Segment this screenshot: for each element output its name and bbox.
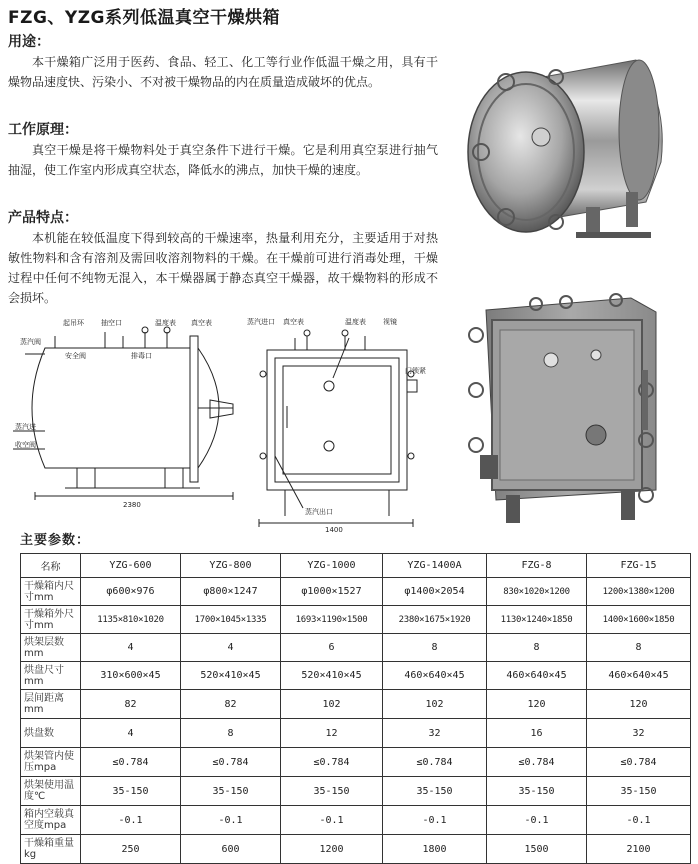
row-label: 层间距离mm [21, 690, 81, 719]
table-row [21, 835, 691, 864]
row-label: 箱内空载真空度mpa [21, 806, 81, 835]
section-heading-features: 产品特点： [8, 210, 78, 226]
table-cell: -0.1 [181, 806, 281, 835]
table-cell: ≤0.784 [487, 748, 587, 777]
table-cell: 16 [487, 719, 587, 748]
table-cell: 82 [81, 690, 181, 719]
table-cell: 4 [81, 634, 181, 662]
table-cell: 82 [181, 690, 281, 719]
table-cell: 1200×1380×1200 [587, 578, 691, 606]
section-heading-usage: 用途： [8, 34, 50, 50]
table-cell: 1200 [281, 835, 383, 864]
table-cell: -0.1 [81, 806, 181, 835]
table-cell: 1700×1045×1335 [181, 606, 281, 634]
front-diagram-dimension: 1400 [325, 526, 343, 532]
front-diagram-label: 温度表 [345, 318, 366, 326]
page-title: FZG、YZG系列低温真空干燥烘箱 [8, 8, 280, 28]
row-label: 干燥箱外尺寸mm [21, 606, 81, 634]
table-cell: 120 [487, 690, 587, 719]
table-cell: 310×600×45 [81, 662, 181, 690]
cylindrical-dryer-photo [446, 42, 670, 252]
table-cell: 2100 [587, 835, 691, 864]
table-cell: 1135×810×1020 [81, 606, 181, 634]
table-cell: 1800 [383, 835, 487, 864]
table-cell: 35-150 [383, 777, 487, 806]
section-text-usage: 本干燥箱广泛用于医药、食品、轻工、化工等行业作低温干燥之用，具有干燥物品速度快、污染小、不对被干燥物品的内在质量造成破坏的优点。 [8, 55, 438, 89]
table-cell: 1500 [487, 835, 587, 864]
side-diagram-label: 收空阀 [15, 441, 36, 449]
table-cell: -0.1 [281, 806, 383, 835]
table-row [21, 606, 691, 634]
table-cell: 8 [383, 634, 487, 662]
table-cell: 102 [281, 690, 383, 719]
table-cell: 35-150 [587, 777, 691, 806]
header-cell: 名称 [21, 554, 81, 578]
table-cell: 8 [487, 634, 587, 662]
front-diagram-label: 门锁紧 [405, 367, 426, 375]
row-label: 烘架层数mm [21, 634, 81, 662]
section-text-features: 本机能在较低温度下得到较高的干燥速率，热量利用充分，主要适用于对热敏性物料和含有溶剂及需回收溶剂物料的干燥。在干燥前可进行消毒处理，干燥过程中任何不纯物无混入，本干燥器属于静态真空干燥器，故干燥物料的形成不会损坏。 [8, 231, 438, 305]
side-diagram-label: 真空表 [191, 319, 212, 327]
table-cell: 2380×1675×1920 [383, 606, 487, 634]
table-cell: ≤0.784 [181, 748, 281, 777]
table-cell: 830×1020×1200 [487, 578, 587, 606]
side-diagram-label: 安全阀 [65, 352, 86, 360]
front-diagram-label: 蒸汽出口 [305, 508, 333, 516]
table-cell: 520×410×45 [181, 662, 281, 690]
side-diagram-label: 温度表 [155, 319, 176, 327]
row-label: 烘架使用温度℃ [21, 777, 81, 806]
section-text-principle: 真空干燥是将干燥物料处于真空条件下进行干燥。它是利用真空泵进行抽气抽湿，使工作室内形成真空状态，降低水的沸点，加快干燥的速度。 [8, 143, 438, 177]
side-diagram-label: 蒸汽进 [15, 423, 36, 431]
table-cell: 12 [281, 719, 383, 748]
table-cell: 35-150 [281, 777, 383, 806]
table-cell: 600 [181, 835, 281, 864]
table-cell: 1400×1600×1850 [587, 606, 691, 634]
front-diagram-label: 蒸汽进口 [247, 318, 275, 326]
front-diagram-label: 视镜 [383, 318, 397, 326]
table-cell: 8 [181, 719, 281, 748]
params-heading: 主要参数： [20, 533, 91, 548]
table-cell: φ1000×1527 [281, 578, 383, 606]
table-cell: ≤0.784 [587, 748, 691, 777]
table-cell: ≤0.784 [81, 748, 181, 777]
table-cell: 35-150 [181, 777, 281, 806]
table-row [21, 690, 691, 719]
table-cell: -0.1 [587, 806, 691, 835]
table-cell: 120 [587, 690, 691, 719]
header-cell: YZG-600 [81, 554, 181, 578]
row-label: 烘盘尺寸mm [21, 662, 81, 690]
table-cell: -0.1 [487, 806, 587, 835]
table-cell: 32 [587, 719, 691, 748]
table-cell: 4 [181, 634, 281, 662]
table-cell: 520×410×45 [281, 662, 383, 690]
section-heading-principle: 工作原理： [8, 122, 78, 138]
side-diagram-label: 蒸汽阀 [20, 338, 41, 346]
table-cell: φ1400×2054 [383, 578, 487, 606]
table-cell: 1130×1240×1850 [487, 606, 587, 634]
table-cell: 35-150 [487, 777, 587, 806]
table-cell: -0.1 [383, 806, 487, 835]
table-cell: φ800×1247 [181, 578, 281, 606]
table-row [21, 806, 691, 835]
row-label: 干燥箱重量kg [21, 835, 81, 864]
table-cell: 102 [383, 690, 487, 719]
table-cell: 6 [281, 634, 383, 662]
params-table [20, 553, 691, 864]
table-cell: 460×640×45 [587, 662, 691, 690]
square-dryer-photo [456, 290, 671, 528]
table-cell: ≤0.784 [281, 748, 383, 777]
table-row [21, 748, 691, 777]
header-cell: YZG-1000 [281, 554, 383, 578]
front-diagram-label: 真空表 [283, 318, 304, 326]
table-cell: φ600×976 [81, 578, 181, 606]
table-cell: 460×640×45 [383, 662, 487, 690]
table-cell: 460×640×45 [487, 662, 587, 690]
table-row [21, 634, 691, 662]
header-cell: FZG-15 [587, 554, 691, 578]
side-diagram-label: 排毒口 [131, 352, 152, 360]
side-diagram-dimension: 2380 [123, 501, 141, 509]
row-label: 烘架管内使压mpa [21, 748, 81, 777]
table-cell: 250 [81, 835, 181, 864]
table-cell: 1693×1190×1500 [281, 606, 383, 634]
row-label: 干燥箱内尺寸mm [21, 578, 81, 606]
table-row [21, 777, 691, 806]
header-cell: YZG-1400A [383, 554, 487, 578]
table-cell: 8 [587, 634, 691, 662]
table-cell: 32 [383, 719, 487, 748]
front-view-diagram [245, 316, 435, 532]
side-diagram-label: 抽空口 [101, 319, 122, 327]
header-cell: FZG-8 [487, 554, 587, 578]
row-label: 烘盘数 [21, 719, 81, 748]
side-view-diagram [5, 318, 245, 510]
header-cell: YZG-800 [181, 554, 281, 578]
table-cell: 35-150 [81, 777, 181, 806]
table-row [21, 662, 691, 690]
table-row [21, 578, 691, 606]
table-cell: ≤0.784 [383, 748, 487, 777]
table-cell: 4 [81, 719, 181, 748]
table-row [21, 719, 691, 748]
params-header-row [21, 554, 691, 578]
side-diagram-label: 起吊环 [63, 319, 84, 327]
